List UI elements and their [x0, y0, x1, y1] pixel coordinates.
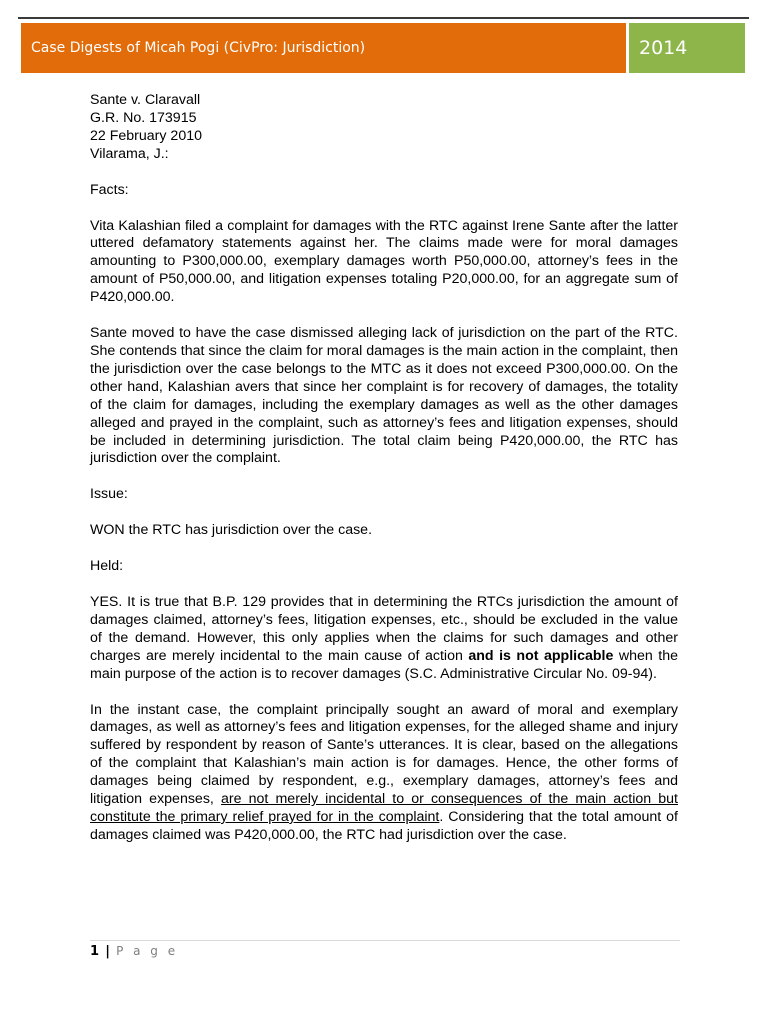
held-paragraph-1 [90, 594, 678, 684]
footer-divider [90, 940, 680, 941]
document-header [18, 17, 749, 76]
facts-paragraph-1: Vita Kalashian filed a complaint for damages with the RTC against Irene Sante after the latter uttered defamatory statements against her. The claims made were for moral damages amounting to P300,000.00, exemplary damages worth P50,000.00, attorney’s fees in the amount of P50,000.00, and litigation expenses totaling P20,000.00, for an aggregate sum of P420,000.00. [90, 217, 678, 306]
page-footer [90, 944, 178, 959]
held-p1-bold: and is not applicable [468, 647, 614, 664]
header-year: 2014 [629, 23, 745, 73]
held-heading: Held: [90, 558, 124, 575]
issue-text: WON the RTC has jurisdiction over the case. [90, 522, 373, 539]
facts-paragraph-2: Sante moved to have the case dismissed alleging lack of jurisdiction on the part of the RTC. She contends that since the claim for moral damages is the main action in the complaint, then the jurisdiction over the case belongs to the MTC as it does not exceed P300,000.00. On the other hand, Kalashian avers that since her complaint is for recovery of damages, the totality of the claim for damages, including the exemplary damages as well as the other damages alleged and prayed in the complaint, such as attorney’s fees and litigation expenses, should be included in determining jurisdiction. The total claim being P420,000.00, the RTC has jurisdiction over the complaint. [90, 325, 678, 467]
footer-separator: | [105, 944, 110, 959]
case-ponente: Vilarama, J.: [90, 145, 169, 162]
held-p2-text-a: In the instant case, the complaint principally sought an award of moral and exemplary damages, as well as attorney’s fees and litigation expenses, for the alleged shame and injury suffered by respondent by reason of Sante’s utterances. It is clear, based on the allegations of the complaint that Kalashian’s main action is for damages. Hence, the other forms of damages being claimed by respondent, e.g., exemplary damages, attorney’s fees and litigation expenses, [90, 701, 678, 808]
page-label: P a g e [116, 944, 179, 958]
case-date: 22 February 2010 [90, 127, 202, 144]
facts-heading: Facts: [90, 181, 129, 198]
held-p1-text-a: YES. It is true that B.P. 129 provides that in determining the RTCs jurisdiction the amount of damages claimed, attorney’s fees, litigation expenses, etc., should be excluded in the value of the demand. However, this only applies when the claims for such damages and other charges are merely incidental to the main cause of action [90, 594, 678, 664]
case-gr-number: G.R. No. 173915 [90, 109, 197, 126]
issue-heading: Issue: [90, 486, 128, 503]
page-number: 1 [90, 944, 100, 959]
case-name: Sante v. Claravall [90, 92, 201, 108]
held-p2-underlined: are not merely incidental to or consequences of the main action but constitute the primary relief prayed for in the complaint [90, 791, 678, 825]
header-title: Case Digests of Micah Pogi (CivPro: Jurisdiction) [21, 23, 626, 73]
held-paragraph-2 [90, 702, 678, 845]
document-body [90, 92, 678, 845]
held-p2-text-b: . Considering that the total amount of damages claimed was P420,000.00, the RTC had jurisdiction over the case. [90, 809, 678, 843]
case-meta [90, 92, 678, 164]
held-p1-text-b: when the main purpose of the action is to recover damages (S.C. Administrative Circular No. 09-94). [90, 647, 678, 682]
